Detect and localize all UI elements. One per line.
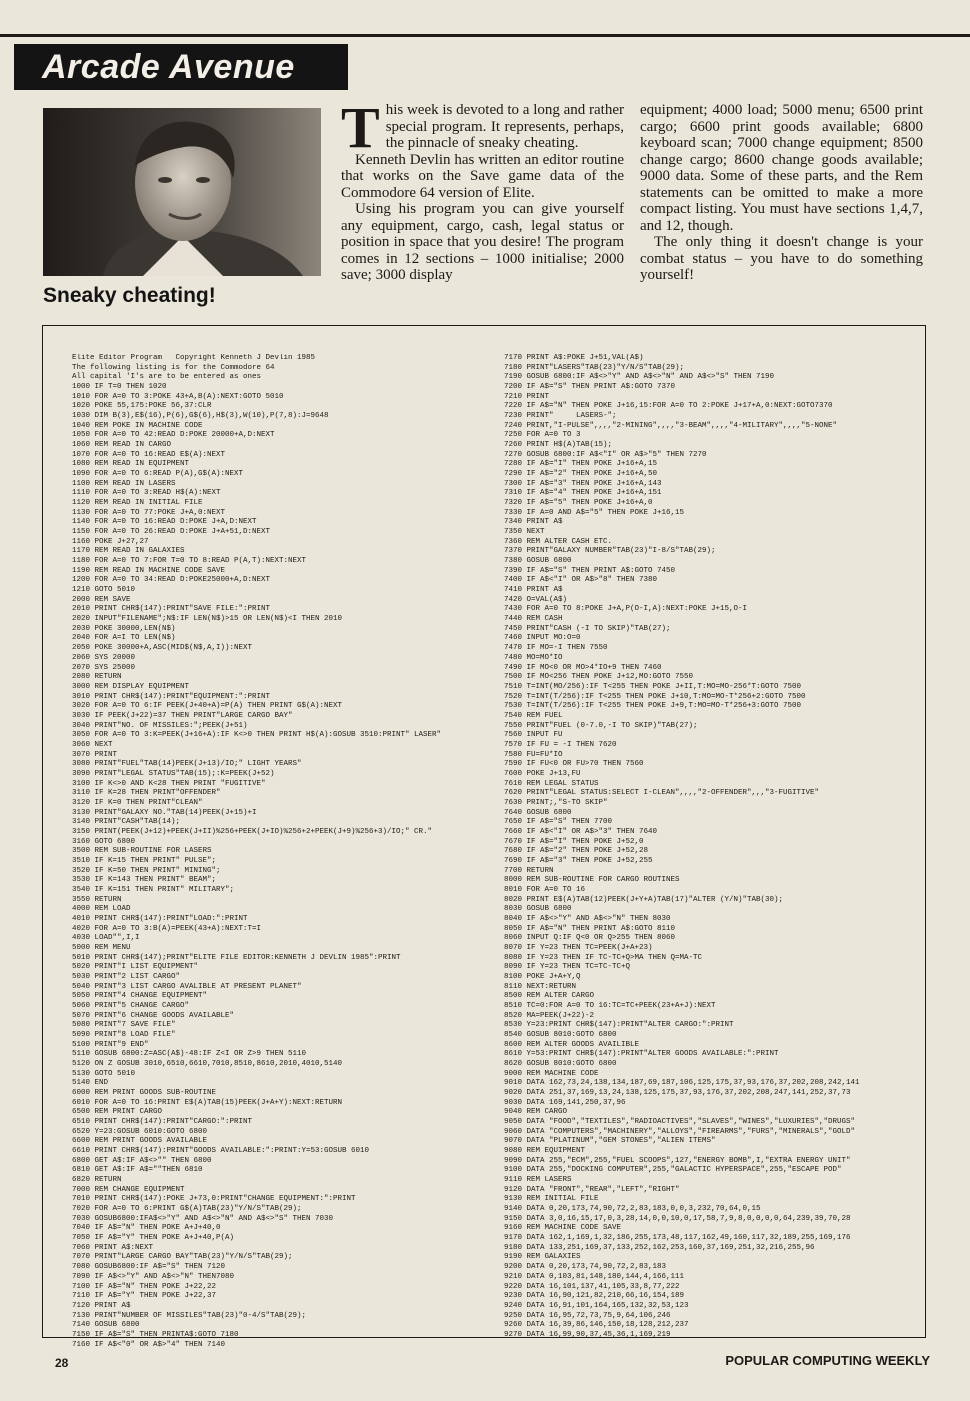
code-line: 5130 GOTO 5010 [72,1069,136,1078]
top-rule [0,34,970,37]
code-line: 7350 NEXT [504,528,545,537]
code-line: 2060 SYS 20000 [72,653,136,662]
code-line: 7650 IF A$="S" THEN 7700 [504,818,613,827]
code-line: 7070 PRINT"LARGE CARGO BAY"TAB(23)"Y/N/S"TAB(29); [72,1253,293,1262]
code-line: 5030 PRINT"2 LIST CARGO" [72,973,181,981]
code-line: 5140 END [72,1079,109,1088]
code-line: 6820 RETURN [72,1176,122,1185]
code-line: 6000 REM PRINT GOODS SUB-ROUTINE [72,1089,217,1098]
code-line: 2030 POKE 30000,LEN(N$) [72,624,176,633]
code-line: 7590 IF FU<0 OR FU>70 THEN 7560 [504,760,644,769]
code-line: 9080 REM EQUIPMENT [504,1147,586,1156]
article-column-1 [341,95,624,284]
code-line: 6010 FOR A=0 TO 16:PRINT E$(A)TAB(15)PEEK(J+A+Y):NEXT:RETURN [72,1098,343,1107]
code-line: 7380 GOSUB 6800 [504,557,572,566]
code-line: 1030 DIM B(3),E$(16),P(6),G$(6),H$(3),W(10),P(7,8):J=9648 [72,412,329,421]
code-line: 8070 IF Y=23 THEN TC=PEEK(J+A+23) [504,943,653,952]
code-line: All capital 'I's are to be entered as ones [72,373,262,382]
code-line: 3550 RETURN [72,895,122,904]
code-line: 9170 DATA 162,1,169,1,32,186,255,173,48,117,162,49,160,117,32,189,255,169,176 [504,1234,851,1243]
code-line: 9180 DATA 133,251,169,37,133,252,162,253,160,37,169,251,32,216,255,96 [504,1243,815,1252]
code-line: 9220 DATA 16,101,137,41,105,33,8,77,222 [504,1282,680,1291]
code-line: 1200 FOR A=0 TO 34:READ D:POKE25000+A,D:NEXT [72,576,271,585]
section-title: Arcade Avenue [14,44,348,90]
code-line: 7470 IF MO=-I THEN 7550 [504,644,608,653]
code-line: 1110 FOR A=0 TO 3:READ H$(A):NEXT [72,489,221,498]
code-line: 7390 IF A$="S" THEN PRINT A$:GOTO 7450 [504,566,676,575]
code-line: 3150 PRINT(PEEK(J+12)+PEEK(J+II)%256+PEEK(J+IO)%256+2+PEEK(J+9)%256+3)/IO;" CR." [72,827,433,836]
page-number: 28 [55,1356,69,1370]
publication-name: POPULAR COMPUTING WEEKLY [725,1353,930,1368]
code-line: 3140 PRINT"CASH"TAB(14); [72,818,181,827]
code-line: 3040 PRINT"NO. OF MISSILES:";PEEK(J+51) [72,721,248,730]
code-line: 3530 IF K=143 THEN PRINT" BEAM"; [72,876,217,885]
code-line: 7510 T=INT(MO/256):IF T<255 THEN POKE J+II,T:MO=MO-256*T:GOTO 7500 [504,682,802,691]
code-line: 3000 REM DISPLAY EQUIPMENT [72,682,190,691]
code-line: 7330 IF A=0 AND A$="5" THEN POKE J+16,15 [504,508,685,517]
code-line: 3510 IF K=15 THEN PRINT" PULSE"; [72,856,217,865]
code-line: 9150 DATA 3,0,16,15,17,0,3,28,14,0,0,10,0,17,58,7,9,8,0,0,0,0,64,239,39,70,28 [504,1214,851,1223]
author-portrait-image [43,108,321,276]
code-line: 7640 GOSUB 6800 [504,808,572,817]
code-line: 2080 RETURN [72,673,122,682]
code-line: 9100 DATA 255,"DOCKING COMPUTER",255,"GALACTIC HYPERSPACE",255,"ESCAPE POD" [504,1166,842,1175]
code-line: 7160 IF A$<"0" OR A$>"4" THEN 7140 [72,1340,226,1349]
code-line: 8510 TC=0:FOR A=0 TO 16:TC=TC+PEEK(23+A+J):NEXT [504,1002,716,1011]
code-line: 8080 IF Y=23 THEN IF TC-TC+Q>MA THEN Q=MA-TC [504,953,703,962]
code-line: 9070 DATA "PLATINUM","GEM STONES","ALIEN ITEMS" [504,1137,716,1146]
code-line: 7020 FOR A=0 TO 6:PRINT G$(A)TAB(23)"Y/N/S"TAB(29); [72,1205,302,1214]
code-line: 7530 T=INT(T/256):IF T<255 THEN POKE J+9,T:MO=MO-T*256+3:GOTO 7500 [504,702,802,711]
code-line: 1160 POKE J+27,27 [72,537,149,546]
code-line: 7450 PRINT"CASH (-I TO SKIP)"TAB(27); [504,624,671,633]
code-line: 7500 IF MO<256 THEN POKE J+12,MO:GOTO 7550 [504,673,694,682]
article-paragraph: Using his program you can give yourself any equipment, cargo, cash, legal status or position in space that you desire! The program comes in 12 sections – 1000 initialise; 2000 save; 3000 display [341,201,624,283]
code-line: 9020 DATA 251,37,169,13,24,138,125,175,37,93,176,37,202,208,247,141,252,37,73 [504,1089,851,1098]
code-line: 7540 REM FUEL [504,711,563,720]
code-line: 1190 REM READ IN MACHINE CODE SAVE [72,566,226,575]
code-line: 7660 IF A$<"I" OR A$>"3" THEN 7640 [504,827,658,836]
code-line: 6500 REM PRINT CARGO [72,1108,163,1117]
code-line: 1050 FOR A=0 TO 42:READ D:POKE 20000+A,D:NEXT [72,431,275,440]
code-line: 7120 PRINT A$ [72,1301,131,1310]
code-line: 3520 IF K=50 THEN PRINT" MINING"; [72,866,221,875]
code-line: 7180 PRINT"LASERS"TAB(23)"Y/N/S"TAB(29); [504,363,685,372]
code-line: 7610 REM LEGAL STATUS [504,779,599,788]
code-line: 7440 REM CASH [504,615,563,624]
code-line: 7460 INPUT MO:O=0 [504,634,581,643]
program-listing-right-column [504,354,919,1341]
code-line: 4010 PRINT CHR$(147):PRINT"LOAD:":PRINT [72,914,248,923]
code-line: 9060 DATA "COMPUTERS","MACHINERY","ALLOYS","FIREARMS","FURS","MINERALS","GOLD" [504,1127,856,1136]
code-line: 3030 IF PEEK(J+22)=37 THEN PRINT"LARGE CARGO BAY" [72,711,293,720]
code-line: 7570 IF FU = -I THEN 7620 [504,740,617,749]
code-line: 9190 REM GALAXIES [504,1253,581,1262]
code-line: 9010 DATA 162,73,24,138,134,187,69,187,106,125,175,37,93,176,37,202,208,242,141 [504,1079,860,1088]
code-line: 1150 FOR A=0 TO 26:READ D:POKE J+A+51,D:NEXT [72,528,271,537]
code-line: 8500 REM ALTER CARGO [504,992,595,1001]
author-photo [43,108,321,276]
code-line: 1090 FOR A=0 TO 6:READ P(A),G$(A):NEXT [72,470,244,479]
code-line: 8600 REM ALTER GOODS AVAILIBLE [504,1040,640,1049]
code-line: 8620 GOSUB 8010:GOTO 6800 [504,1060,617,1069]
code-line: 7520 T=INT(T/256):IF T<255 THEN POKE J+10,T:MO=MO-T*256+2:GOTO 7500 [504,692,806,701]
code-line: 1000 IF T=0 THEN 1020 [72,383,167,392]
code-line: 5100 PRINT"9 END" [72,1040,149,1049]
code-line: 7260 PRINT H$(A)TAB(15); [504,441,613,450]
code-line: 7480 MO=MO*IO [504,653,563,662]
code-line: 7420 O=VAL(A$) [504,595,568,604]
code-line: 7630 PRINT;,"S-TO SKIP" [504,798,608,807]
code-line: 1080 REM READ IN EQUIPMENT [72,460,190,469]
code-line: Elite Editor Program Copyright Kenneth J Devlin 1985 [72,354,316,362]
code-line: 7430 FOR A=0 TO 8:POKE J+A,P(O-I,A):NEXT:POKE J+15,O-I [504,605,748,614]
drop-cap: T [341,95,380,160]
code-line: 7010 PRINT CHR$(147):POKE J+73,0:PRINT"CHANGE EQUIPMENT:":PRINT [72,1195,356,1204]
code-line: 2000 REM SAVE [72,595,131,604]
code-line: 5080 PRINT"7 SAVE FILE" [72,1021,176,1030]
code-line: 1180 FOR A=0 TO 7:FOR T=0 TO 8:READ P(A,T):NEXT:NEXT [72,557,307,566]
code-line: 1040 REM POKE IN MACHINE CODE [72,421,203,430]
code-line: 3010 PRINT CHR$(147):PRINT"EQUIPMENT:":PRINT [72,692,271,701]
code-line: 5050 PRINT"4 CHANGE EQUIPMENT" [72,992,208,1001]
code-line: 8530 Y=23:PRINT CHR$(147):PRINT"ALTER CARGO:":PRINT [504,1021,734,1030]
code-line: 5070 PRINT"6 CHANGE GOODS AVAILABLE" [72,1011,235,1020]
code-line: 4000 REM LOAD [72,905,131,914]
code-line: 7190 GOSUB 6800:IF A$<>"Y" AND A$<>"N" AND A$<>"S" THEN 7190 [504,373,775,382]
code-line: 8000 REM SUB-ROUTINE FOR CARGO ROUTINES [504,876,680,885]
code-line: 7050 IF A$="Y" THEN POKE A+J+40,P(A) [72,1234,235,1243]
program-listing-left-column [72,354,477,1350]
code-line: 7220 IF A$="N" THEN POKE J+16,15:FOR A=0 TO 2:POKE J+17+A,0:NEXT:GOTO7370 [504,402,833,411]
article-paragraph: Kenneth Devlin has written an editor routine that works on the Save game data of the Commodore 64 version of Elite. [341,151,624,201]
code-line: 5040 PRINT"3 LIST CARGO AVALIBLE AT PRESENT PLANET" [72,982,302,991]
code-line: 7360 REM ALTER CASH ETC. [504,537,613,546]
code-line: 9270 DATA 16,99,90,37,45,36,1,169,219 [504,1330,671,1339]
code-line: 2040 FOR A=I TO LEN(N$) [72,634,176,643]
code-line: 7320 IF A$="5" THEN POKE J+16+A,0 [504,499,653,508]
code-line: 3500 REM SUB-ROUTINE FOR LASERS [72,847,212,856]
photo-caption: Sneaky cheating! [43,284,216,307]
code-line: 9120 DATA "FRONT","REAR","LEFT","RIGHT" [504,1185,680,1194]
code-line: 7700 RETURN [504,866,554,875]
code-line: 8040 IF A$<>"Y" AND A$<>"N" THEN 8030 [504,914,671,923]
code-line: 3070 PRINT [72,750,118,759]
code-line: 7110 IF A$="Y" THEN POKE J+22,37 [72,1292,217,1301]
code-line: 3100 IF K<>0 AND K<28 THEN PRINT "FUGITIVE" [72,779,266,788]
code-line: 7200 IF A$="S" THEN PRINT A$:GOTO 7370 [504,383,676,392]
code-line: 7300 IF A$="3" THEN POKE J+16+A,143 [504,479,662,488]
code-line: 3110 IF K=28 THEN PRINT"OFFENDER" [72,789,221,798]
code-line: 9140 DATA 0,20,173,74,90,72,2,83,183,0,0,3,232,70,64,0,15 [504,1205,761,1214]
code-line: 7290 IF A$="2" THEN POKE J+16+A,50 [504,470,658,479]
code-line: The following listing is for the Commodore 64 [72,363,275,372]
code-line: 5010 PRINT CHR$(147);PRINT"ELITE FILE EDITOR:KENNETH J DEVLIN 1985":PRINT [72,953,401,962]
code-line: 1010 FOR A=0 TO 3:POKE 43+A,B(A):NEXT:GOTO 5010 [72,392,284,401]
code-line: 1140 FOR A=0 TO 16:READ D:POKE J+A,D:NEXT [72,518,257,527]
code-line: 5110 GOSUB 6800:Z=ASC(A$)-48:IF Z<I OR Z>9 THEN 5110 [72,1050,307,1059]
code-line: 7370 PRINT"GALAXY NUMBER"TAB(23)"I-8/S"TAB(29); [504,547,716,556]
code-line: 8090 IF Y=23 THEN TC=TC-TC+Q [504,963,631,972]
code-line: 7560 INPUT FU [504,731,563,740]
code-line: 5000 REM MENU [72,943,131,952]
code-line: 5090 PRINT"8 LOAD FILE" [72,1031,176,1040]
code-line: 1170 REM READ IN GALAXIES [72,547,185,556]
code-line: 9210 DATA 0,103,81,148,180,144,4,166,111 [504,1272,685,1281]
code-line: 7250 FOR A=0 TO 3 [504,431,581,440]
code-line: 5020 PRINT"I LIST EQUIPMENT" [72,963,199,972]
code-line: 9090 DATA 255,"ECM",255,"FUEL SCOOPS",127,"ENERGY BOMB",I,"EXTRA ENERGY UNIT" [504,1156,851,1165]
code-line: 6520 Y=23:GOSUB 6010:GOTO 6800 [72,1127,208,1136]
code-line: 3540 IF K=151 THEN PRINT" MILITARY"; [72,885,235,894]
code-line: 7030 GOSUB6800:IFA$<>"Y" AND A$<>"N" AND A$<>"S" THEN 7030 [72,1214,334,1223]
article-paragraph: The only thing it doesn't change is your combat status – you have to do something yourself! [640,234,923,283]
code-line: 9030 DATA 169,141,250,37,96 [504,1098,626,1107]
code-line: 7670 IF A$="I" THEN POKE J+52,0 [504,837,644,846]
code-line: 7000 REM CHANGE EQUIPMENT [72,1185,185,1194]
code-line: 8540 GOSUB 8010:GOTO 6800 [504,1031,617,1040]
code-line: 3050 FOR A=0 TO 3:K=PEEK(J+16+A):IF K<>0 THEN PRINT H$(A):GOSUB 3510:PRINT" LASER" [72,731,442,740]
code-line: 7140 GOSUB 6800 [72,1321,140,1330]
code-line: 6800 GET A$:IF A$<>"" THEN 6800 [72,1156,212,1165]
code-line: 3020 FOR A=0 TO 6:IF PEEK(J+40+A)=P(A) THEN PRINT G$(A):NEXT [72,702,343,711]
code-line: 9260 DATA 16,39,86,146,150,18,128,212,237 [504,1321,689,1330]
code-line: 7060 PRINT A$:NEXT [72,1243,154,1252]
code-line: 9040 REM CARGO [504,1108,568,1117]
code-line: 9160 REM MACHINE CODE SAVE [504,1224,622,1233]
code-line: 7690 IF A$="3" THEN POKE J+52,255 [504,856,653,865]
code-line: 1100 REM READ IN LASERS [72,479,176,488]
code-line: 1060 REM READ IN CARGO [72,441,172,450]
code-line: 6810 GET A$:IF A$=""THEN 6810 [72,1166,203,1175]
code-line: 4030 LOAD"",I,I [72,934,140,943]
code-line: 1130 FOR A=0 TO 77:POKE J+A,0:NEXT [72,508,226,517]
code-line: 8010 FOR A=0 TO 16 [504,885,586,894]
code-line: 7080 GOSUB6800:IF A$="S" THEN 7120 [72,1263,226,1272]
code-line: 6510 PRINT CHR$(147):PRINT"CARGO:":PRINT [72,1118,253,1127]
code-line: 1070 FOR A=0 TO 16:READ E$(A):NEXT [72,450,226,459]
code-line: 8050 IF A$="N" THEN PRINT A$:GOTO 8110 [504,924,676,933]
code-line: 9240 DATA 16,91,101,164,165,132,32,53,123 [504,1301,689,1310]
code-line: 3060 NEXT [72,740,113,749]
code-line: 6600 REM PRINT GOODS AVAILABLE [72,1137,208,1146]
article-paragraph [341,95,624,160]
code-line: 7280 IF A$="I" THEN POKE J+16+A,15 [504,460,658,469]
code-line: 8110 NEXT:RETURN [504,982,577,991]
code-line: 7340 PRINT A$ [504,518,563,527]
code-line: 7600 POKE J+13,FU [504,769,581,778]
code-line: 3120 IF K=0 THEN PRINT"CLEAN" [72,798,203,807]
code-line: 7150 IF A$="S" THEN PRINTA$:GOTO 7180 [72,1330,239,1339]
code-line: 7090 IF A$<>"Y" AND A$<>"N" THEN7080 [72,1272,235,1281]
code-line: 8060 INPUT Q:IF Q<0 OR Q>255 THEN 8060 [504,934,676,943]
code-line: 7400 IF A$<"I" OR A$>"8" THEN 7380 [504,576,658,585]
code-line: 2020 INPUT"FILENAME";N$:IF LEN(N$)>15 OR LEN(N$)<I THEN 2010 [72,615,343,624]
code-line: 3080 PRINT"FUEL"TAB(14)PEEK(J+13)/IO;" LIGHT YEARS" [72,760,302,769]
code-line: 2070 SYS 25000 [72,663,136,672]
code-line: 9110 REM LASERS [504,1176,572,1185]
code-line: 3090 PRINT"LEGAL STATUS"TAB(15);:K=PEEK(J+52) [72,769,275,778]
code-line: 9050 DATA "FOOD","TEXTILES","RADIOACTIVES","SLAVES","WINES","LUXURIES","DRUGS" [504,1118,856,1127]
code-line: 7680 IF A$="2" THEN POKE J+52,28 [504,847,649,856]
code-line: 3130 PRINT"GALAXY NO."TAB(14)PEEK(J+15)+I [72,808,257,817]
code-line: 7240 PRINT,"I-PULSE",,,,"2-MINING",,,,"3-BEAM",,,,"4-MILITARY",,,,"5-NONE" [504,421,838,430]
code-line: 7410 PRINT A$ [504,586,563,595]
code-line: 4020 FOR A=0 TO 3:B(A)=PEEK(43+A):NEXT:T=I [72,924,262,933]
article-column-2 [640,102,923,284]
code-line: 7620 PRINT"LEGAL STATUS:SELECT I-CLEAN",,,,"2-OFFENDER",,,"3-FUGITIVE" [504,789,820,798]
code-line: 3160 GOTO 6800 [72,837,136,846]
code-line: 8100 POKE J+A+Y,Q [504,973,581,981]
code-line: 9230 DATA 16,90,121,82,210,66,16,154,189 [504,1292,685,1301]
code-line: 7270 GOSUB 6800:IF A$<"I" OR A$>"5" THEN 7270 [504,450,707,459]
code-line: 7130 PRINT"NUMBER OF MISSILES"TAB(23)"0-4/S"TAB(29); [72,1311,307,1320]
code-line: 7230 PRINT" LASERS-"; [504,412,617,421]
article-paragraph: equipment; 4000 load; 5000 menu; 6500 print cargo; 6600 print goods available; 6800 keyboard scan; 7000 change equipment; 8500 change cargo; 8600 change goods available; 9000 data. Some of these parts, and the Rem statements can be omitted to make a more compact listing. You must have sections 1,4,7, and 12, though. [640,102,923,234]
code-line: 9250 DATA 16,95,72,73,75,9,64,106,246 [504,1311,671,1320]
code-line: 7210 PRINT [504,392,550,401]
code-line: 8020 PRINT E$(A)TAB(12)PEEK(J+Y+A)TAB(17)"ALTER (Y/N)"TAB(30); [504,895,784,904]
code-line: 5060 PRINT"5 CHANGE CARGO" [72,1002,190,1011]
code-line: 7040 IF A$="N" THEN POKE A+J+40,0 [72,1224,221,1233]
code-line: 8610 Y=53:PRINT CHR$(147):PRINT"ALTER GOODS AVAILABLE:":PRINT [504,1050,779,1059]
paragraph-text: his week is devoted to a long and rather special program. It represents, perhaps, the pinnacle of sneaky cheating. [385,102,624,151]
code-line: 1120 REM READ IN INITIAL FILE [72,499,203,508]
code-line: 6610 PRINT CHR$(147):PRINT"GOODS AVAILABLE:":PRINT:Y=53:GOSUB 6010 [72,1147,370,1156]
code-line: 7490 IF MO<0 OR MO>4*IO+9 THEN 7460 [504,663,662,672]
code-line: 2050 POKE 30000+A,ASC(MID$(N$,A,I)):NEXT [72,644,253,653]
code-line: 1020 POKE 55,175:POKE 56,37:CLR [72,402,212,411]
code-line: 9200 DATA 0,20,173,74,90,72,2,83,183 [504,1263,667,1272]
code-line: 9000 REM MACHINE CODE [504,1069,599,1078]
code-line: 7310 IF A$="4" THEN POKE J+16+A,151 [504,489,662,498]
code-line: 5120 ON Z GOSUB 3010,6510,6610,7010,8510,8610,2010,4010,5140 [72,1060,343,1069]
code-line: 7550 PRINT"FUEL (0-7.0,-I TO SKIP)"TAB(27); [504,721,698,730]
code-line: 1210 GOTO 5010 [72,586,136,595]
code-line: 7580 FU=FU*IO [504,750,563,759]
code-line: 2010 PRINT CHR$(147):PRINT"SAVE FILE:":PRINT [72,605,271,614]
code-line: 8520 MA=PEEK(J+22)-2 [504,1011,595,1020]
code-line: 8030 GOSUB 6800 [504,905,572,914]
code-line: 9130 REM INITIAL FILE [504,1195,599,1204]
code-line: 7170 PRINT A$:POKE J+51,VAL(A$) [504,354,644,362]
code-line: 7100 IF A$="N" THEN POKE J+22,22 [72,1282,217,1291]
